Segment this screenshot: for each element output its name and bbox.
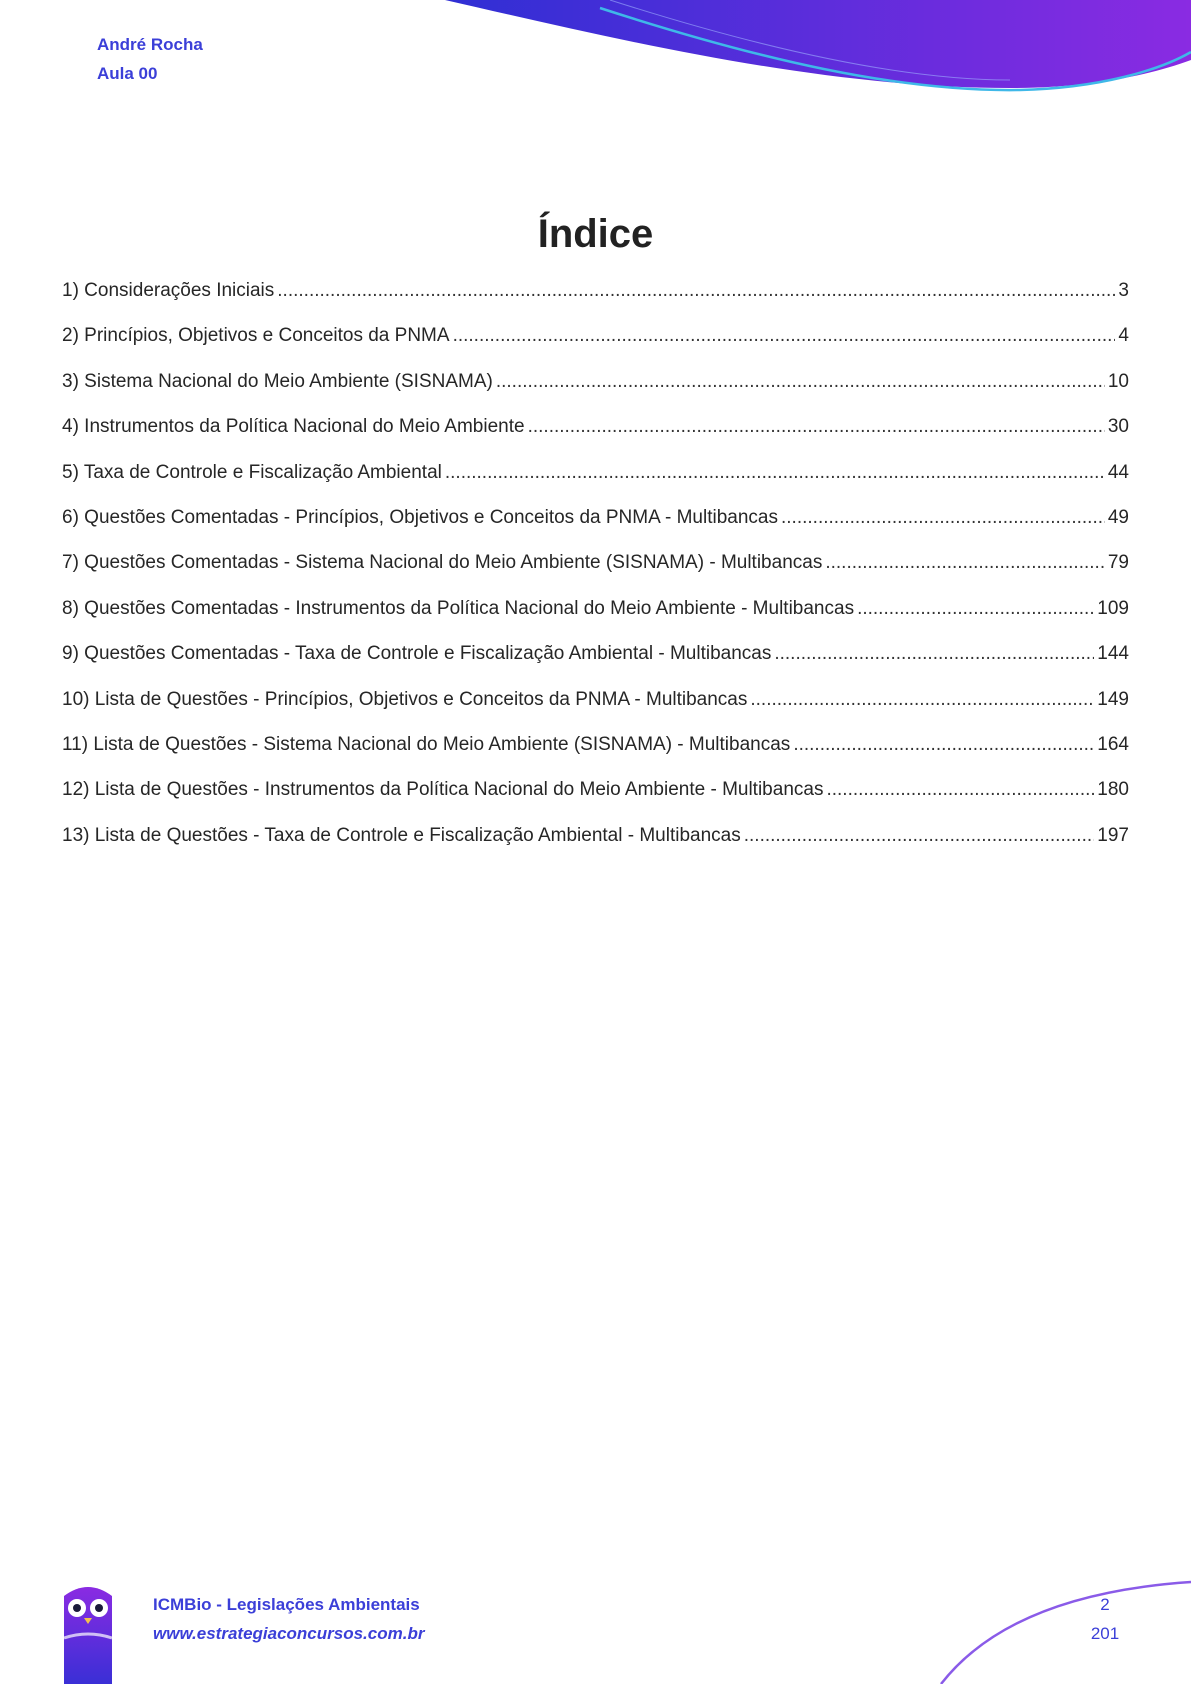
toc-leader-dots xyxy=(744,825,1095,847)
current-page-number: 2 xyxy=(1100,1595,1110,1614)
toc-leader-dots xyxy=(277,280,1115,302)
toc-entry-page: 10 xyxy=(1107,370,1129,392)
toc-entry-page: 44 xyxy=(1107,461,1129,483)
author-name: André Rocha xyxy=(97,35,203,54)
table-of-contents xyxy=(62,280,1129,870)
toc-entry[interactable] xyxy=(62,689,1129,734)
toc-entry[interactable] xyxy=(62,325,1129,370)
total-pages-number: 201 xyxy=(1090,1624,1120,1643)
toc-leader-dots xyxy=(445,462,1105,484)
page-title: Índice xyxy=(537,212,654,256)
toc-entry-page: 164 xyxy=(1097,733,1129,755)
toc-leader-dots xyxy=(826,779,1094,801)
toc-entry[interactable] xyxy=(62,734,1129,779)
lesson-label: Aula 00 xyxy=(97,64,158,83)
toc-entry-label: 3) Sistema Nacional do Meio Ambiente (SISNAMA) xyxy=(62,370,493,392)
toc-leader-dots xyxy=(750,689,1094,711)
footer-course-name: ICMBio - Legislações Ambientais xyxy=(153,1595,420,1614)
toc-entry-label: 12) Lista de Questões - Instrumentos da Política Nacional do Meio Ambiente - Multibancas xyxy=(62,779,824,801)
toc-entry[interactable] xyxy=(62,507,1129,552)
footer-url-link[interactable]: www.estrategiaconcursos.com.br xyxy=(153,1624,425,1643)
toc-entry-label: 8) Questões Comentadas - Instrumentos da Política Nacional do Meio Ambiente - Multibancas xyxy=(62,597,855,619)
toc-entry-label: 4) Instrumentos da Política Nacional do Meio Ambiente xyxy=(62,416,525,438)
toc-entry-label: 2) Princípios, Objetivos e Conceitos da PNMA xyxy=(62,325,450,347)
toc-entry-label: 6) Questões Comentadas - Princípios, Objetivos e Conceitos da PNMA - Multibancas xyxy=(62,506,778,528)
toc-leader-dots xyxy=(774,643,1094,665)
toc-entry[interactable] xyxy=(62,371,1129,416)
toc-leader-dots xyxy=(825,552,1105,574)
toc-entry-label: 10) Lista de Questões - Princípios, Objetivos e Conceitos da PNMA - Multibancas xyxy=(62,688,748,710)
toc-entry-label: 5) Taxa de Controle e Fiscalização Ambiental xyxy=(62,461,442,483)
toc-entry[interactable] xyxy=(62,280,1129,325)
toc-entry[interactable] xyxy=(62,462,1129,507)
toc-entry-page: 4 xyxy=(1118,325,1129,347)
toc-entry-page: 79 xyxy=(1107,552,1129,574)
toc-entry-page: 49 xyxy=(1107,506,1129,528)
toc-leader-dots xyxy=(857,598,1094,620)
toc-entry-page: 180 xyxy=(1097,779,1129,801)
footer-course-block xyxy=(153,1590,424,1648)
toc-entry-label: 11) Lista de Questões - Sistema Nacional do Meio Ambiente (SISNAMA) - Multibancas xyxy=(62,733,791,755)
toc-entry-label: 9) Questões Comentadas - Taxa de Controle e Fiscalização Ambiental - Multibancas xyxy=(62,643,772,665)
toc-entry-page: 3 xyxy=(1118,280,1129,301)
toc-entry[interactable] xyxy=(62,598,1129,643)
toc-entry[interactable] xyxy=(62,825,1129,870)
toc-leader-dots xyxy=(781,507,1105,529)
toc-leader-dots xyxy=(496,371,1105,393)
toc-entry-label: 1) Considerações Iniciais xyxy=(62,280,275,301)
toc-entry[interactable] xyxy=(62,779,1129,824)
toc-entry-page: 109 xyxy=(1097,597,1129,619)
toc-leader-dots xyxy=(793,734,1094,756)
toc-entry[interactable] xyxy=(62,416,1129,461)
toc-entry-page: 197 xyxy=(1097,824,1129,846)
owl-logo-icon xyxy=(60,1578,116,1684)
header-author-block xyxy=(97,30,203,88)
toc-entry-label: 13) Lista de Questões - Taxa de Controle e Fiscalização Ambiental - Multibancas xyxy=(62,824,741,846)
toc-leader-dots xyxy=(528,416,1105,438)
toc-entry-page: 149 xyxy=(1097,688,1129,710)
footer-wave-decoration xyxy=(931,1574,1191,1684)
toc-entry-page: 144 xyxy=(1097,643,1129,665)
toc-leader-dots xyxy=(453,325,1116,347)
toc-entry-page: 30 xyxy=(1107,416,1129,438)
toc-entry[interactable] xyxy=(62,643,1129,688)
toc-entry[interactable] xyxy=(62,552,1129,597)
toc-entry-label: 7) Questões Comentadas - Sistema Nacional do Meio Ambiente (SISNAMA) - Multibancas xyxy=(62,552,823,574)
